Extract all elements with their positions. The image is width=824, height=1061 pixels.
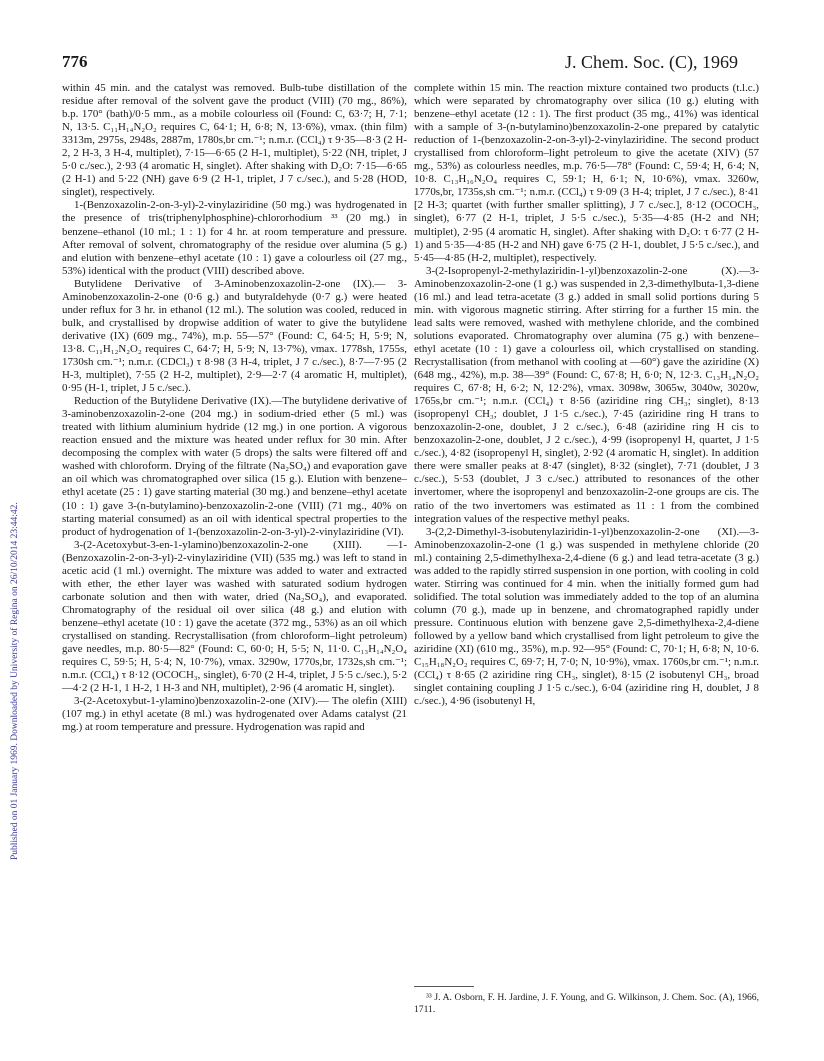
- paragraph: Butylidene Derivative of 3-Aminobenzoxazolin-2-one (IX).— 3-Aminobenzoxazolin-2-one (0·6 g.) and butyraldehyde (0·7 g.) were heated under reflux for 3 hr. in ethanol (12 ml.). The solution was cooled, reduced in bulk, and crystallised by dropwise addition of water to give the butylidene derivative (IX) (609 mg., 74%), m.p. 55—57° (Found: C, 64·5; H, 5·9; N, 13·8. C₁₁H₁₂N₂O₂ requires C, 64·7; H, 5·9; N, 13·7%), νmax. 1778sh, 1755s, 1730sh cm.⁻¹; n.m.r. (CDCl₃) τ 8·98 (3 H-4, triplet, J 7 c./sec.), 8·7—7·95 (2 H-3, multiplet), 7·55 (2 H-2, multiplet), 2·9—2·7 (4 aromatic H, multiplet), 0·95 (H-1, triplet, J 5 c./sec.).: [62, 277, 407, 395]
- paragraph: 3-(2-Isopropenyl-2-methylaziridin-1-yl)benzoxazolin-2-one (X).—3-Aminobenzoxazolin-2-one (1 g.) was suspended in 2,3-dimethylbuta-1,3-diene (16 ml.) and lead tetra-acetate (3 g.) added in small solid portions during 5 min. with vigorous magnetic stirring. After stirring for a further 15 min. the lead salts were removed, washed with methylene chloride, and the combined solutions evaporated. Chromatography over alumina (75 g.) with benzene–ethyl acetate (10 : 1) gave a colourless oil, which crystallised on standing. Recrystallisation (from methanol with cooling at —60°) gave the aziridine (X) (648 mg., 42%), m.p. 38—39° (Found: C, 67·8; H, 6·0; N, 12·3. C₁₃H₁₄N₂O₂ requires C, 67·8; H, 6·2; N, 12·2%), νmax. 3098w, 3065w, 3040w, 3020w, 1765s,br cm.⁻¹; n.m.r. (CCl₄) τ 8·56 (aziridine ring CH₃; singlet), 8·13 (isopropenyl CH₃; doublet, J 1·5 c./sec.), 7·45 (aziridine ring H trans to benzoxazolin-2-one, doublet, J 2 c./sec.), 6·48 (aziridine ring H cis to benzoxazolin-2-one, doublet, J 2 c./sec.), 4·99 (isopropenyl H, quartet, J 1·5 c./sec.), 4·82 (isopropenyl H, singlet), 2·92 (4 aromatic H, singlet). In addition there were smaller peaks at 8·47 (singlet), 8·32 (singlet), 7·71 (doublet, J 3 c./sec.), 5·53 (doublet, J 3 c./sec.) attributed to resonances of the other invertomer, where the isopropenyl and benzoxazolin-2-one groups are cis. The ratio of the two invertomers was estimated as 11 : 1 from the combined integration values of the respective methyl peaks.: [414, 264, 759, 525]
- paragraph: complete within 15 min. The reaction mixture contained two products (t.l.c.) which were separated by chromatography over silica (10 g.) eluting with benzene–ethyl acetate (12 : 1). The first product (35 mg., 41%) was identical with a sample of 3-(n-butylamino)benzoxazolin-2-one prepared by catalytic reduction of 1-(benzoxazolin-2-on-3-yl)-2-vinylaziridine. The second product crystallised from chloroform–light petroleum to give the acetate (XIV) (57 mg., 53%) as colourless needles, m.p. 76·5—78° (Found: C, 59·4; H, 6·4; N, 10·8. C₁₃H₁₆N₂O₄ requires C, 59·1; H, 6·1; N, 10·6%), νmax. 3260w, 1770s,br, 1735s,sh cm.⁻¹; n.m.r. (CCl₄) τ 9·09 (3 H-4; triplet, J 7 c./sec.), 8·41 [2 H-3; quartet (with further smaller splitting), J 7 c./sec.], 8·12 (OCOCH₃, singlet), 6·77 (2 H-1, triplet, J 5·5 c./sec.), 5·35—4·85 (H-2 and NH; multiplet), 2·95 (4 aromatic H, singlet). After shaking with D₂O: τ 6·77 (2 H-1) and 5·35—4·85 (H-2 and NH) gave 6·75 (2 H-1, doublet, J 5·5 c./sec.), and 5·45—4·85 (H-2, multiplet), respectively.: [414, 82, 759, 264]
- paragraph: within 45 min. and the catalyst was removed. Bulb-tube distillation of the residue after removal of the solvent gave the product (VIII) (70 mg., 86%), b.p. 170° (bath)/0·5 mm., as a mobile colourless oil (Found: C, 63·7; H, 7·1; N, 13·5. C₁₁H₁₄N₂O₂ requires C, 64·1; H, 6·8; N, 13·6%), νmax. (thin film) 3313m, 2975s, 2948s, 2887m, 1780s,br cm.⁻¹; n.m.r. (CCl₄) τ 9·35—8·3 (2 H-2, 2 H-3, 3 H-4, multiplet), 7·15—6·65 (2 H-1, multiplet), 5·22 (NH, triplet, J 5·0 c./sec.), 2·93 (4 aromatic H, singlet). After shaking with D₂O: 7·15—6·65 (2 H-1) and 5·22 (NH) gave 6·9 (2 H-1, triplet, J 7 c./sec.), and 5·28 (HOD, singlet), respectively.: [62, 82, 407, 199]
- paragraph: 3-(2-Acetoxybut-1-ylamino)benzoxazolin-2-one (XIV).— The olefin (XIII) (107 mg.) in ethyl acetate (8 ml.) was hydrogenated over Adams catalyst (21 mg.) at room temperature and pressure. Hydrogenation was rapid and: [62, 695, 407, 734]
- footnote-block: [414, 992, 759, 1016]
- journal-header: J. Chem. Soc. (C), 1969: [565, 52, 738, 72]
- footnote: ³³ J. A. Osborn, F. H. Jardine, J. F. Young, and G. Wilkinson, J. Chem. Soc. (A), 1966, 1711.: [414, 992, 759, 1015]
- download-sidebar: [2, 0, 18, 1061]
- footnote-rule: [414, 986, 474, 987]
- left-column: [62, 82, 407, 734]
- paragraph: 1-(Benzoxazolin-2-on-3-yl)-2-vinylaziridine (50 mg.) was hydrogenated in the presence of tris(triphenylphosphine)-chlororhodium ³³ (20 mg.) in benzene–ethanol (10 ml.; 1 : 1) for 4 hr. at room temperature and pressure. After removal of solvent, chromatography of the residue over alumina (5 g.) and elution with benzene–ethyl acetate (10 : 1) gave a colourless oil (27 mg., 53%) identical with the product (VIII) described above.: [62, 199, 407, 277]
- paragraph: 3-(2,2-Dimethyl-3-isobutenylaziridin-1-yl)benzoxazolin-2-one (XI).—3-Aminobenzoxazolin-2-one (1 g.) was suspended in methylene chloride (20 ml.) containing 2,5-dimethylhexa-2,4-diene (6 g.) and lead tetra-acetate (3 g.) was added to the rapidly stirred suspension in one portion, with cooling in cold water. Stirring was continued for 4 min. when the initially formed gum had solidified. The total solution was immediately added to the top of an alumina column (70 g.), made up in benzene, and chromatographed rapidly under pressure. Continuous elution with benzene gave 2,5-dimethylhexa-2,4-diene followed by a yellow band which crystallised from light petroleum to give the aziridine (XI) (610 mg., 35%), m.p. 92—95° (Found: C, 70·1; H, 6·8; N, 10·6. C₁₅H₁₈N₂O₂ requires C, 69·7; H, 7·0; N, 10·9%), νmax. 1760s,br cm.⁻¹; n.m.r. (CCl₄) τ 8·65 (2 aziridine ring CH₃, singlet), 8·15 (2 isobutenyl CH₃, broad singlet containing coupling J 1·5 c./sec.), 6·04 (aziridine ring H, doublet, J 8 c./sec.), 4·96 (isobutenyl H,: [414, 525, 759, 708]
- page-number: 776: [62, 52, 88, 71]
- paragraph: Reduction of the Butylidene Derivative (IX).—The butylidene derivative of 3-aminobenzoxazolin-2-one (204 mg.) in sodium-dried ether (5 ml.) was treated with lithium aluminium hydride (12 mg.) in one portion. A vigorous reaction ensued and the mixture was heated under reflux for 30 min. After decomposing the complex with water (5 drops) the salts were filtered off and washed with chloroform. Drying of the filtrate (Na₂SO₄) and evaporation gave an oil which was chromatographed over silica (15 g.). Elution with benzene–ethyl acetate (25 : 1) gave starting material (30 mg.) and benzene–ethyl acetate (10 : 1) gave 3-(n-butylamino)-benzoxazolin-2-one (VIII) (71 mg., 40% on starting material consumed) as an oil with identical spectral properties to the product of hydrogenation of 1-(benzoxazolin-2-on-3-yl)-2-vinylaziridine (VI).: [62, 395, 407, 538]
- download-note[interactable]: Published on 01 January 1969. Downloaded by University of Regina on 26/10/2014 23:44:42.: [10, 502, 20, 860]
- right-column: [414, 82, 759, 708]
- paragraph: 3-(2-Acetoxybut-3-en-1-ylamino)benzoxazolin-2-one (XIII). —1-(Benzoxazolin-2-on-3-yl)-2-vinylaziridine (VII) (535 mg.) was left to stand in acetic acid (1 ml.) overnight. The mixture was added to water and extracted with ether, the ether layer was washed with saturated sodium hydrogen carbonate solution and then with water, dried (Na₂SO₄), and evaporated. Chromatography of the residual oil over silica (48 g.) and elution with benzene–ethyl acetate (10 : 1) gave the acetate (372 mg., 53%) as an oil which crystallised on standing. Recrystallisation (from chloroform–light petroleum) gave needles, m.p. 80·5—82° (Found: C, 60·0; H, 5·5; N, 11·0. C₁₃H₁₄N₂O₄ requires C, 59·5; H, 5·4; N, 10·7%), νmax. 3290w, 1770s,br, 1732s,sh cm.⁻¹; n.m.r. (CCl₄) τ 8·12 (OCOCH₃, singlet), 6·70 (2 H-4, triplet, J 5·5 c./sec.), 5·2—4·2 (2 H-1, 1 H-2, 1 H-3 and NH, multiplet), 2·96 (4 aromatic H, singlet).: [62, 538, 407, 695]
